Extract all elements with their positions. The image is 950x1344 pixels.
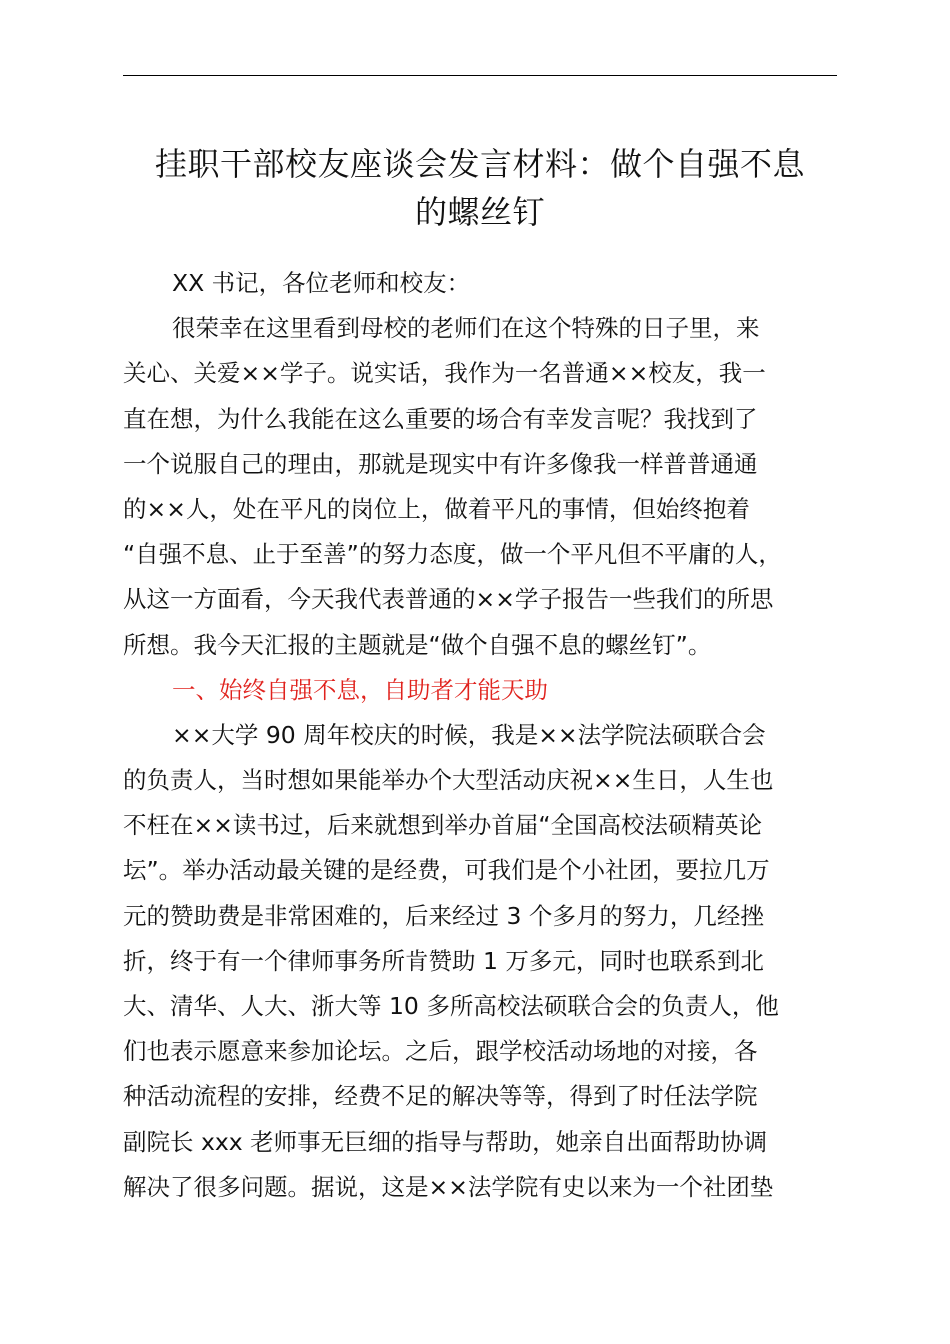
paragraph-line: 一个说服自己的理由，那就是现实中有许多像我一样普普通通 [123, 449, 758, 478]
paragraph-line: “自强不息、止于至善”的努力态度，做一个平凡但不平庸的人， [123, 540, 782, 569]
title-line-1: 挂职干部校友座谈会发言材料：做个自强不息 [154, 145, 805, 183]
document-title [110, 140, 850, 236]
paragraph-line: 直在想，为什么我能在这么重要的场合有幸发言呢？我找到了 [123, 404, 758, 433]
document-body [123, 261, 837, 1210]
paragraph-line: 种活动流程的安排，经费不足的解决等等，得到了时任法学院 [123, 1082, 758, 1111]
paragraph-line: 从这一方面看，今天我代表普通的××学子报告一些我们的所思 [123, 585, 774, 614]
paragraph-line: 解决了很多问题。据说，这是××法学院有史以来为一个社团垫 [123, 1172, 774, 1201]
salutation: XX 书记，各位老师和校友： [172, 269, 471, 297]
paragraph-line: 关心、关爱××学子。说实话，我作为一名普通××校友，我一 [123, 359, 766, 388]
paragraph-line: 不枉在××读书过，后来就想到举办首届“全国高校法硕精英论 [123, 811, 763, 840]
title-line-2: 的螺丝钉 [414, 193, 545, 231]
paragraph-line: ××大学 90 周年校庆的时候，我是××法学院法硕联合会 [172, 720, 766, 749]
paragraph-line: 很荣幸在这里看到母校的老师们在这个特殊的日子里，来 [172, 314, 760, 343]
paragraph-line: 折，终于有一个律师事务所肯赞助 1 万多元，同时也联系到北 [123, 946, 764, 975]
paragraph-line: 元的赞助费是非常困难的，后来经过 3 个多月的努力，几经挫 [123, 901, 764, 930]
paragraph-line: 坛”。举办活动最关键的是经费，可我们是个小社团，要拉几万 [123, 856, 770, 885]
paragraph-line: 们也表示愿意来参加论坛。之后，跟学校活动场地的对接，各 [123, 1037, 758, 1066]
paragraph-line: 所想。我今天汇报的主题就是“做个自强不息的螺丝钉”。 [123, 630, 712, 659]
paragraph-line: 大、清华、人大、浙大等 10 多所高校法硕联合会的负责人，他 [123, 992, 779, 1020]
paragraph-line: 的××人，处在平凡的岗位上，做着平凡的事情，但始终抱着 [123, 494, 750, 523]
section-heading: 一、始终自强不息，自助者才能天助 [172, 675, 548, 704]
header-rule [123, 75, 837, 76]
paragraph-line: 的负责人，当时想如果能举办个大型活动庆祝××生日，人生也 [123, 766, 774, 795]
paragraph-line: 副院长 xxx 老师事无巨细的指导与帮助，她亲自出面帮助协调 [123, 1127, 768, 1156]
